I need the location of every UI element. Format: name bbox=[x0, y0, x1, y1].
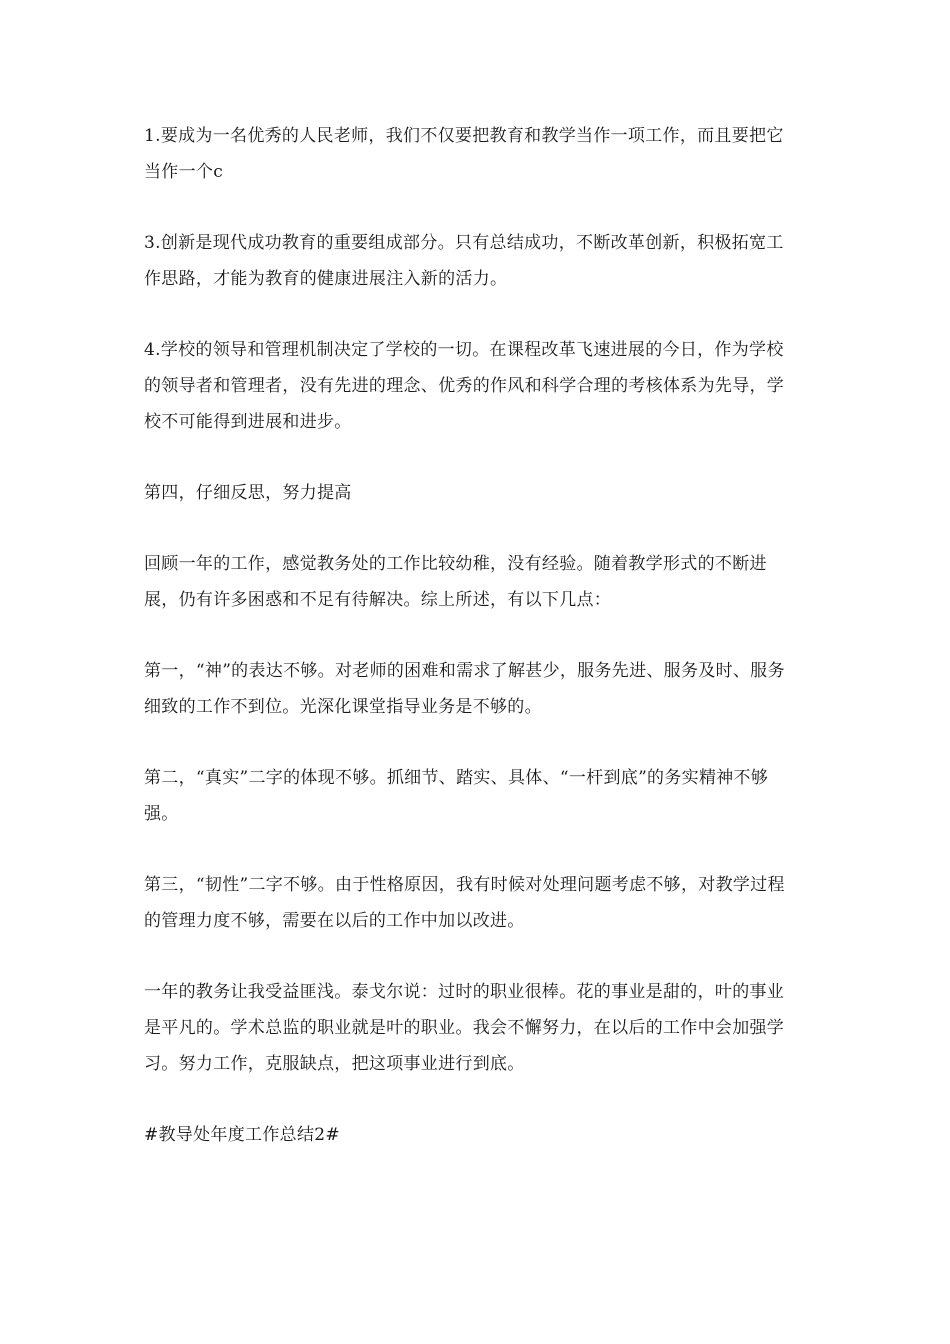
paragraph-item-4: 4.学校的领导和管理机制决定了学校的一切。在课程改革飞速进展的今日，作为学校的领导者和管理者，没有先进的理念、优秀的作风和科学合理的考核体系为先导，学校不可能得到进展和进步。 bbox=[144, 340, 785, 432]
paragraph-conclusion: 一年的教务让我受益匪浅。泰戈尔说：过时的职业很棒。花的事业是甜的，叶的事业是平凡的。学术总监的职业就是叶的职业。我会不懈努力，在以后的工作中会加强学习。努力工作，克服缺点，把这项事业进行到底。 bbox=[144, 982, 785, 1074]
paragraph-review: 回顾一年的工作，感觉教务处的工作比较幼稚，没有经验。随着教学形式的不断进展，仍有许多困惑和不足有待解决。综上所述，有以下几点： bbox=[144, 554, 767, 610]
next-section-title: #教导处年度工作总结2# bbox=[144, 1125, 340, 1145]
paragraph-item-3: 3.创新是现代成功教育的重要组成部分。只有总结成功，不断改革创新，积极拓宽工作思路，才能为教育的健康进展注入新的活力。 bbox=[144, 233, 784, 289]
paragraph-second-point: 第二，“真实”二字的体现不够。抓细节、踏实、具体、“一杆到底”的务实精神不够强。 bbox=[144, 768, 769, 824]
section-heading-fourth: 第四，仔细反思，努力提高 bbox=[144, 483, 352, 503]
paragraph-item-1: 1.要成为一名优秀的人民老师，我们不仅要把教育和教学当作一项工作，而且要把它当作一个c bbox=[144, 126, 784, 182]
paragraph-first-point: 第一，“神”的表达不够。对老师的困难和需求了解甚少，服务先进、服务及时、服务细致的工作不到位。光深化课堂指导业务是不够的。 bbox=[144, 661, 785, 717]
paragraph-third-point: 第三，“韧性”二字不够。由于性格原因，我有时候对处理问题考虑不够，对教学过程的管理力度不够，需要在以后的工作中加以改进。 bbox=[144, 875, 785, 931]
document-body bbox=[144, 118, 800, 1153]
